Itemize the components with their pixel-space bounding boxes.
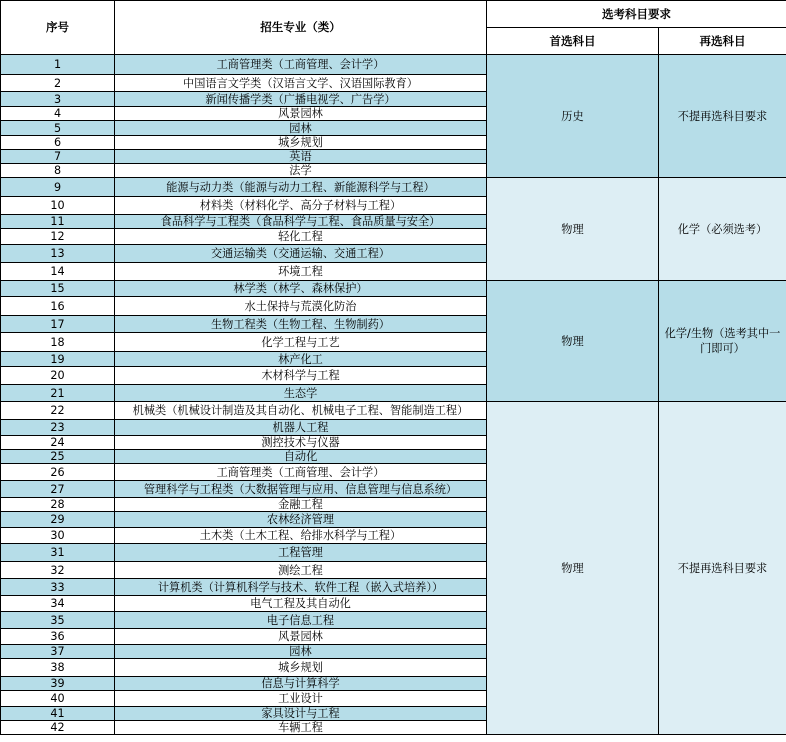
row-index: 34 — [1, 596, 115, 612]
row-major: 城乡规划 — [115, 136, 487, 150]
group-first-subject: 物理 — [487, 402, 659, 735]
row-major: 园林 — [115, 121, 487, 136]
row-index: 27 — [1, 481, 115, 498]
row-major: 林学类（林学、森林保护） — [115, 281, 487, 297]
table-row — [1, 178, 786, 197]
group-second-subject: 不提再选科目要求 — [659, 55, 786, 178]
row-major: 工业设计 — [115, 691, 487, 707]
row-index: 21 — [1, 385, 115, 402]
row-major: 食品科学与工程类（食品科学与工程、食品质量与安全） — [115, 215, 487, 229]
row-index: 2 — [1, 75, 115, 92]
row-index: 20 — [1, 367, 115, 385]
row-major: 林产化工 — [115, 352, 487, 367]
row-index: 6 — [1, 136, 115, 150]
row-index: 14 — [1, 263, 115, 281]
row-index: 12 — [1, 229, 115, 245]
row-major: 土木类（土木工程、给排水科学与工程） — [115, 528, 487, 544]
row-index: 41 — [1, 707, 115, 721]
row-major: 家具设计与工程 — [115, 707, 487, 721]
row-major: 木材科学与工程 — [115, 367, 487, 385]
row-index: 29 — [1, 512, 115, 528]
group-first-subject: 历史 — [487, 55, 659, 178]
row-major: 电子信息工程 — [115, 612, 487, 629]
row-index: 19 — [1, 352, 115, 367]
table-row — [1, 281, 786, 297]
row-major: 自动化 — [115, 450, 487, 464]
header-first-subject: 首选科目 — [487, 28, 659, 55]
row-major: 金融工程 — [115, 498, 487, 512]
row-index: 15 — [1, 281, 115, 297]
row-major: 机械类（机械设计制造及其自动化、机械电子工程、智能制造工程） — [115, 402, 487, 420]
row-major: 英语 — [115, 150, 487, 164]
row-major: 中国语言文学类（汉语言文学、汉语国际教育） — [115, 75, 487, 92]
row-index: 7 — [1, 150, 115, 164]
row-index: 1 — [1, 55, 115, 75]
row-major: 轻化工程 — [115, 229, 487, 245]
row-major: 工商管理类（工商管理、会计学） — [115, 55, 487, 75]
row-major: 计算机类（计算机科学与技术、软件工程（嵌入式培养）） — [115, 579, 487, 596]
row-major: 测绘工程 — [115, 562, 487, 579]
group-first-subject: 物理 — [487, 178, 659, 281]
row-index: 35 — [1, 612, 115, 629]
row-index: 25 — [1, 450, 115, 464]
header-subject-requirement: 选考科目要求 — [487, 1, 786, 28]
group-first-subject: 物理 — [487, 281, 659, 402]
row-index: 4 — [1, 107, 115, 121]
row-index: 9 — [1, 178, 115, 197]
row-major: 测控技术与仪器 — [115, 436, 487, 450]
row-major: 电气工程及其自动化 — [115, 596, 487, 612]
row-major: 农林经济管理 — [115, 512, 487, 528]
row-index: 39 — [1, 677, 115, 691]
row-major: 信息与计算科学 — [115, 677, 487, 691]
row-index: 23 — [1, 420, 115, 436]
header-index: 序号 — [1, 1, 115, 55]
group-second-subject: 不提再选科目要求 — [659, 402, 786, 735]
row-index: 18 — [1, 333, 115, 352]
row-index: 37 — [1, 645, 115, 659]
row-index: 11 — [1, 215, 115, 229]
row-index: 30 — [1, 528, 115, 544]
row-major: 环境工程 — [115, 263, 487, 281]
row-major: 化学工程与工艺 — [115, 333, 487, 352]
row-major: 机器人工程 — [115, 420, 487, 436]
row-major: 新闻传播学类（广播电视学、广告学） — [115, 92, 487, 107]
row-major: 生态学 — [115, 385, 487, 402]
row-major: 生物工程类（生物工程、生物制药） — [115, 316, 487, 333]
table-row — [1, 55, 786, 75]
row-index: 40 — [1, 691, 115, 707]
group-second-subject: 化学/生物（选考其中一门即可） — [659, 281, 786, 402]
row-major: 管理科学与工程类（大数据管理与应用、信息管理与信息系统） — [115, 481, 487, 498]
row-index: 8 — [1, 164, 115, 178]
group-second-subject: 化学（必须选考） — [659, 178, 786, 281]
row-index: 38 — [1, 659, 115, 677]
row-index: 28 — [1, 498, 115, 512]
table-row — [1, 402, 786, 420]
row-index: 24 — [1, 436, 115, 450]
row-index: 10 — [1, 197, 115, 215]
row-major: 工商管理类（工商管理、会计学） — [115, 464, 487, 481]
row-index: 42 — [1, 721, 115, 735]
row-major: 交通运输类（交通运输、交通工程） — [115, 245, 487, 263]
row-index: 3 — [1, 92, 115, 107]
row-major: 城乡规划 — [115, 659, 487, 677]
row-index: 13 — [1, 245, 115, 263]
row-major: 水土保持与荒漠化防治 — [115, 297, 487, 316]
row-major: 能源与动力类（能源与动力工程、新能源科学与工程） — [115, 178, 487, 197]
row-index: 22 — [1, 402, 115, 420]
row-major: 材料类（材料化学、高分子材料与工程） — [115, 197, 487, 215]
row-major: 风景园林 — [115, 629, 487, 645]
row-index: 33 — [1, 579, 115, 596]
row-major: 工程管理 — [115, 544, 487, 562]
row-major: 风景园林 — [115, 107, 487, 121]
header-second-subject: 再选科目 — [659, 28, 786, 55]
row-major: 法学 — [115, 164, 487, 178]
header-major: 招生专业（类） — [115, 1, 487, 55]
row-index: 5 — [1, 121, 115, 136]
row-index: 32 — [1, 562, 115, 579]
row-major: 车辆工程 — [115, 721, 487, 735]
row-major: 园林 — [115, 645, 487, 659]
row-index: 26 — [1, 464, 115, 481]
row-index: 31 — [1, 544, 115, 562]
row-index: 16 — [1, 297, 115, 316]
row-index: 36 — [1, 629, 115, 645]
row-index: 17 — [1, 316, 115, 333]
